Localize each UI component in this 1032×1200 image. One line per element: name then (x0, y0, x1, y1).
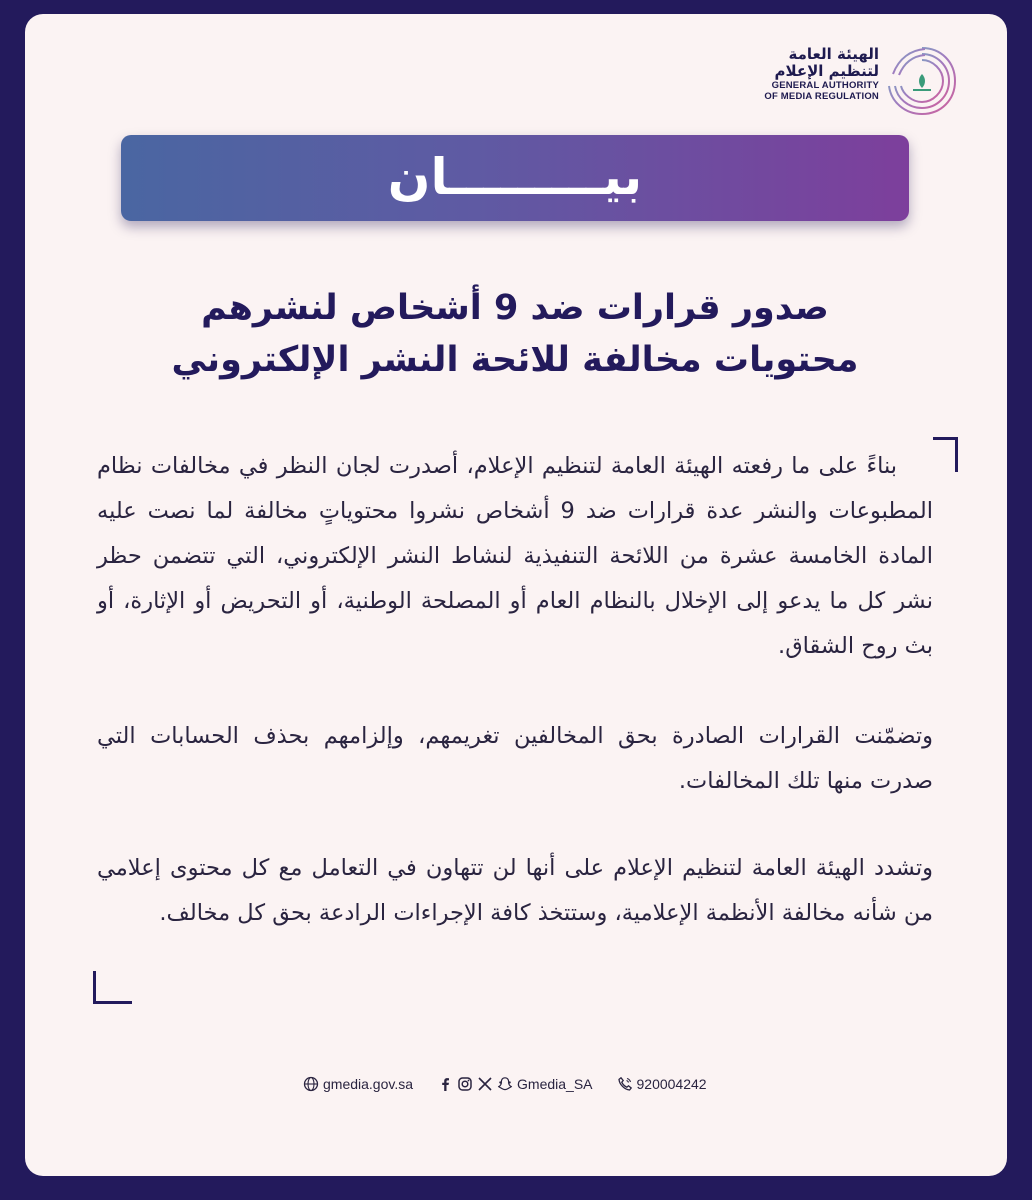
banner-title: بيـــــــــان (387, 148, 643, 206)
logo-arabic-line2: لتنظيم الإعلام (774, 62, 879, 80)
social-links (437, 1076, 592, 1092)
snapchat-icon[interactable] (497, 1076, 513, 1092)
website-link[interactable] (303, 1076, 413, 1092)
phone-number-text: 920004242 (636, 1076, 707, 1092)
logo-arabic-line1: الهيئة العامة (788, 45, 879, 63)
logo-english-line2: OF MEDIA REGULATION (764, 91, 879, 102)
instagram-icon[interactable] (457, 1076, 473, 1092)
website-text: gmedia.gov.sa (323, 1076, 414, 1092)
contact-footer (303, 1072, 707, 1096)
body-paragraph-3: وتشدد الهيئة العامة لتنظيم الإعلام على أنها لن تتهاون في التعامل مع كل محتوى إعلامي من شأنه مخالفة الأنظمة الإعلامية، وستتخذ كافة الإجراءات الرادعة بحق كل مخالف. (97, 855, 933, 926)
social-handle-text: Gmedia_SA (517, 1076, 593, 1092)
statement-banner (121, 135, 909, 221)
body-paragraph-1: بناءً على ما رفعته الهيئة العامة لتنظيم الإعلام، أصدرت لجان النظر في مخالفات نظام المطبوعات والنشر عدة قرارات ضد 9 أشخاص نشروا محتوياتٍ مخالفة لما نصت عليه المادة الخامسة عشرة من اللائحة التنفيذية لنشاط النشر الإلكتروني، التي تتضمن حظر نشر كل ما يدعو إلى الإخلال بالنظام العام أو المصلحة الوطنية، أو التحريض أو الإثارة، أو بث روح الشقاق. (97, 453, 933, 659)
phone-icon (617, 1076, 633, 1092)
x-icon[interactable] (477, 1076, 493, 1092)
globe-icon (303, 1076, 319, 1092)
authority-logo (719, 44, 959, 124)
facebook-icon[interactable] (437, 1076, 453, 1092)
body-paragraph-2: وتضمّنت القرارات الصادرة بحق المخالفين تغريمهم، وإلزامهم بحذف الحسابات التي صدرت منها تلك المخالفات. (97, 723, 933, 794)
corner-bracket-bottom (93, 971, 132, 1004)
headline-line2: محتويات مخالفة للائحة النشر الإلكتروني (171, 340, 859, 380)
statement-card (25, 14, 1007, 1176)
corner-bracket-top (933, 437, 958, 472)
logo-emblem-icon (885, 44, 959, 118)
logo-english-line1: GENERAL AUTHORITY (771, 80, 879, 91)
headline-line1: صدور قرارات ضد 9 أشخاص لنشرهم (201, 288, 829, 328)
phone-link[interactable] (617, 1076, 707, 1092)
